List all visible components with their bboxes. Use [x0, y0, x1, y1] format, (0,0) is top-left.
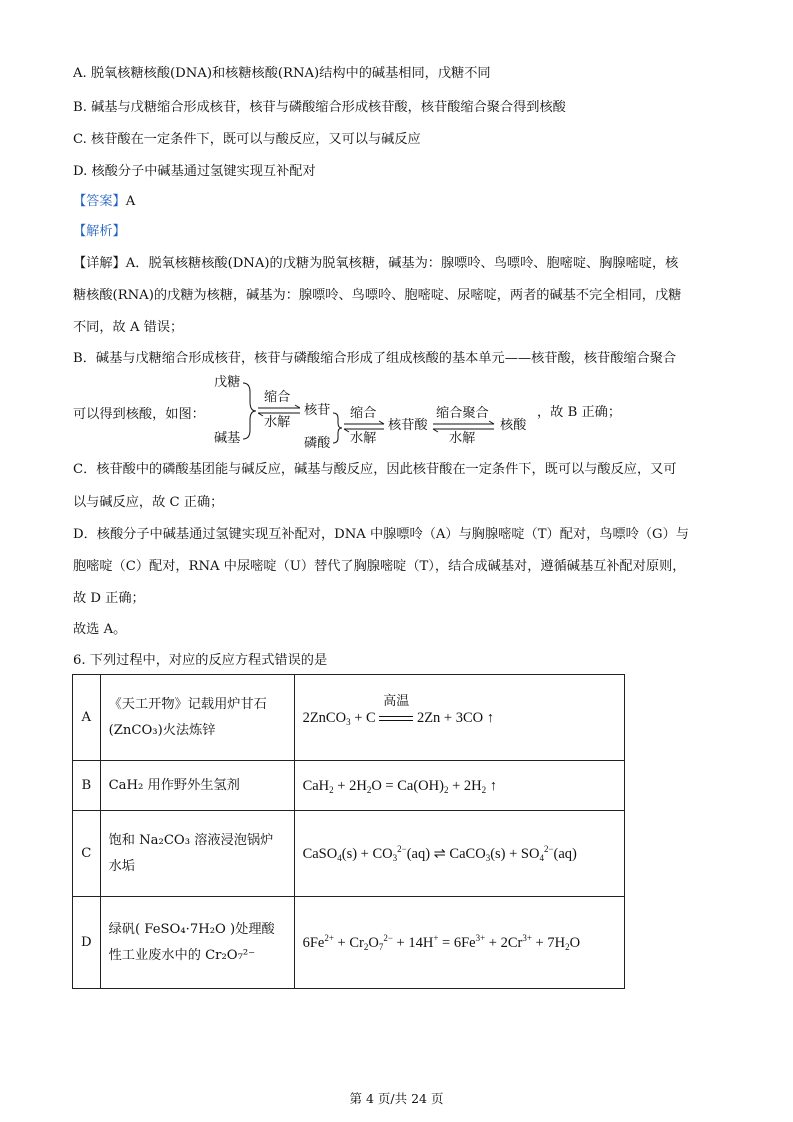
- question6-stem: 6. 下列过程中，对应的反应方程式错误的是: [73, 653, 328, 668]
- diagram-nucleic-acid: 核酸: [500, 418, 527, 433]
- row-description-line: 《天工开物》记载用炉甘石: [108, 696, 267, 712]
- answer-label: 【答案】: [73, 194, 126, 209]
- explain-d-line-1: D．核酸分子中碱基通过氢键实现互补配对，DNA 中腺嘌呤（A）与胸腺嘧啶（T）配对，鸟嘌呤（G）与: [73, 527, 689, 542]
- row-description-line: (ZnCO₃)火法炼锌: [108, 722, 216, 738]
- conclusion: 故选 A。: [73, 622, 127, 637]
- explain-c-line-2: 以与碱反应，故 C 正确；: [73, 495, 224, 510]
- diagram-nucleoside: 核苷: [304, 403, 331, 418]
- option-b: B. 碱基与戊糖缩合形成核苷，核苷与磷酸缩合形成核苷酸，核苷酸缩合聚合得到核酸: [73, 100, 566, 115]
- explain-a-line-2: 糖核酸(RNA)的戊糖为核糖，碱基为：腺嘌呤、鸟嘌呤、胞嘧啶、尿嘧啶，两者的碱基不完全相同，戊糖: [73, 288, 682, 303]
- explain-c-line-1: C．核苷酸中的磷酸基团能与碱反应，碱基与酸反应，因此核苷酸在一定条件下，既可以与酸反应，又可: [73, 462, 677, 477]
- explain-b-line-1: B．碱基与戊糖缩合形成核苷，核苷与磷酸缩合形成了组成核酸的基本单元——核苷酸，核苷酸缩合聚合: [73, 351, 677, 366]
- condition-label: 高温: [383, 692, 410, 708]
- explain-b-prefix: 可以得到核酸，如图：: [73, 407, 205, 422]
- row-option: C: [73, 811, 101, 897]
- diagram-base: 碱基: [214, 431, 241, 446]
- diagram-hydrolysis-1: 水解: [264, 415, 291, 430]
- diagram-nucleotide: 核苷酸: [388, 418, 428, 433]
- diagram-hydrolysis-2: 水解: [350, 431, 377, 446]
- row-description: [100, 897, 294, 989]
- answer-line: [73, 192, 135, 212]
- diagram-condense-1: 缩合: [264, 390, 291, 405]
- table-row: [73, 811, 625, 897]
- diagram-phosphate: 磷酸: [304, 436, 331, 451]
- row-description: [100, 811, 294, 897]
- row-equation: CaSO$_4$(s) + $CO_3^{2-}(aq)$ ⇌ CaCO$_3$(s) + $SO_4^{2-}(aq)$: [294, 811, 624, 897]
- row-description-line: CaH₂ 用作野外生氢剂: [108, 777, 240, 793]
- row-option: A: [73, 675, 101, 761]
- answer-value: A: [125, 194, 136, 209]
- row-option: D: [73, 897, 101, 989]
- explain-d-line-3: 故 D 正确；: [73, 591, 145, 606]
- diagram-condense-2: 缩合: [350, 406, 377, 421]
- analysis-label: 【解析】: [73, 224, 126, 239]
- explain-a-line-3: 不同，故 A 错误；: [73, 320, 184, 335]
- diagram-hydrolysis-3: 水解: [449, 431, 476, 446]
- explain-a-line-1: 【详解】A．脱氧核糖核酸(DNA)的戊糖为脱氧核糖，碱基为：腺嘌呤、鸟嘌呤、胞嘧啶、胸腺嘧啶，核: [73, 256, 679, 271]
- row-equation: $6Fe^{2+} + Cr_2O_7^{2-} + 14H^+ = 6Fe^{3+} + 2Cr^{3+} + 7H_2O$: [294, 897, 624, 989]
- question6-table: [72, 674, 625, 989]
- row-option: B: [73, 761, 101, 811]
- option-d: D. 核酸分子中碱基通过氢键实现互补配对: [73, 164, 316, 179]
- diagram-condense-polymerize: 缩合聚合: [436, 406, 489, 421]
- row-description-line: 绿矾( FeSO₄·7H₂O )处理酸: [108, 921, 275, 937]
- table-row: [73, 675, 625, 761]
- row-description-line: 性工业废水中的 Cr₂O₇²⁻: [108, 947, 256, 963]
- diagram-pentose: 戊糖: [214, 375, 241, 390]
- option-a: A. 脱氧核糖核酸(DNA)和核糖核酸(RNA)结构中的碱基相同，戊糖不同: [73, 66, 491, 81]
- page-footer: 第 4 页/共 24 页: [349, 1091, 444, 1106]
- condition-mark: [379, 692, 413, 731]
- explain-d-line-2: 胞嘧啶（C）配对，RNA 中尿嘧啶（U）替代了胸腺嘧啶（T），结合成碱基对，遵循碱基互补配对原则，: [73, 559, 686, 574]
- explain-b-suffix: ，故 B 正确；: [537, 405, 622, 420]
- row-description-line: 饱和 Na₂CO₃ 溶液浸泡锅炉: [108, 832, 274, 848]
- row-description-line: 水垢: [108, 858, 135, 874]
- row-description: [100, 761, 294, 811]
- option-c: C. 核苷酸在一定条件下，既可以与酸反应，又可以与碱反应: [73, 132, 421, 147]
- table-row: [73, 761, 625, 811]
- row-description: [100, 675, 294, 761]
- row-equation: $CaH_2 + 2H_2O = Ca(OH)_2 + 2H_2$ ↑: [294, 761, 624, 811]
- table-row: [73, 897, 625, 989]
- row-equation: 2ZnCO$_3$ + C 高温 2Zn + 3CO ↑: [294, 675, 624, 761]
